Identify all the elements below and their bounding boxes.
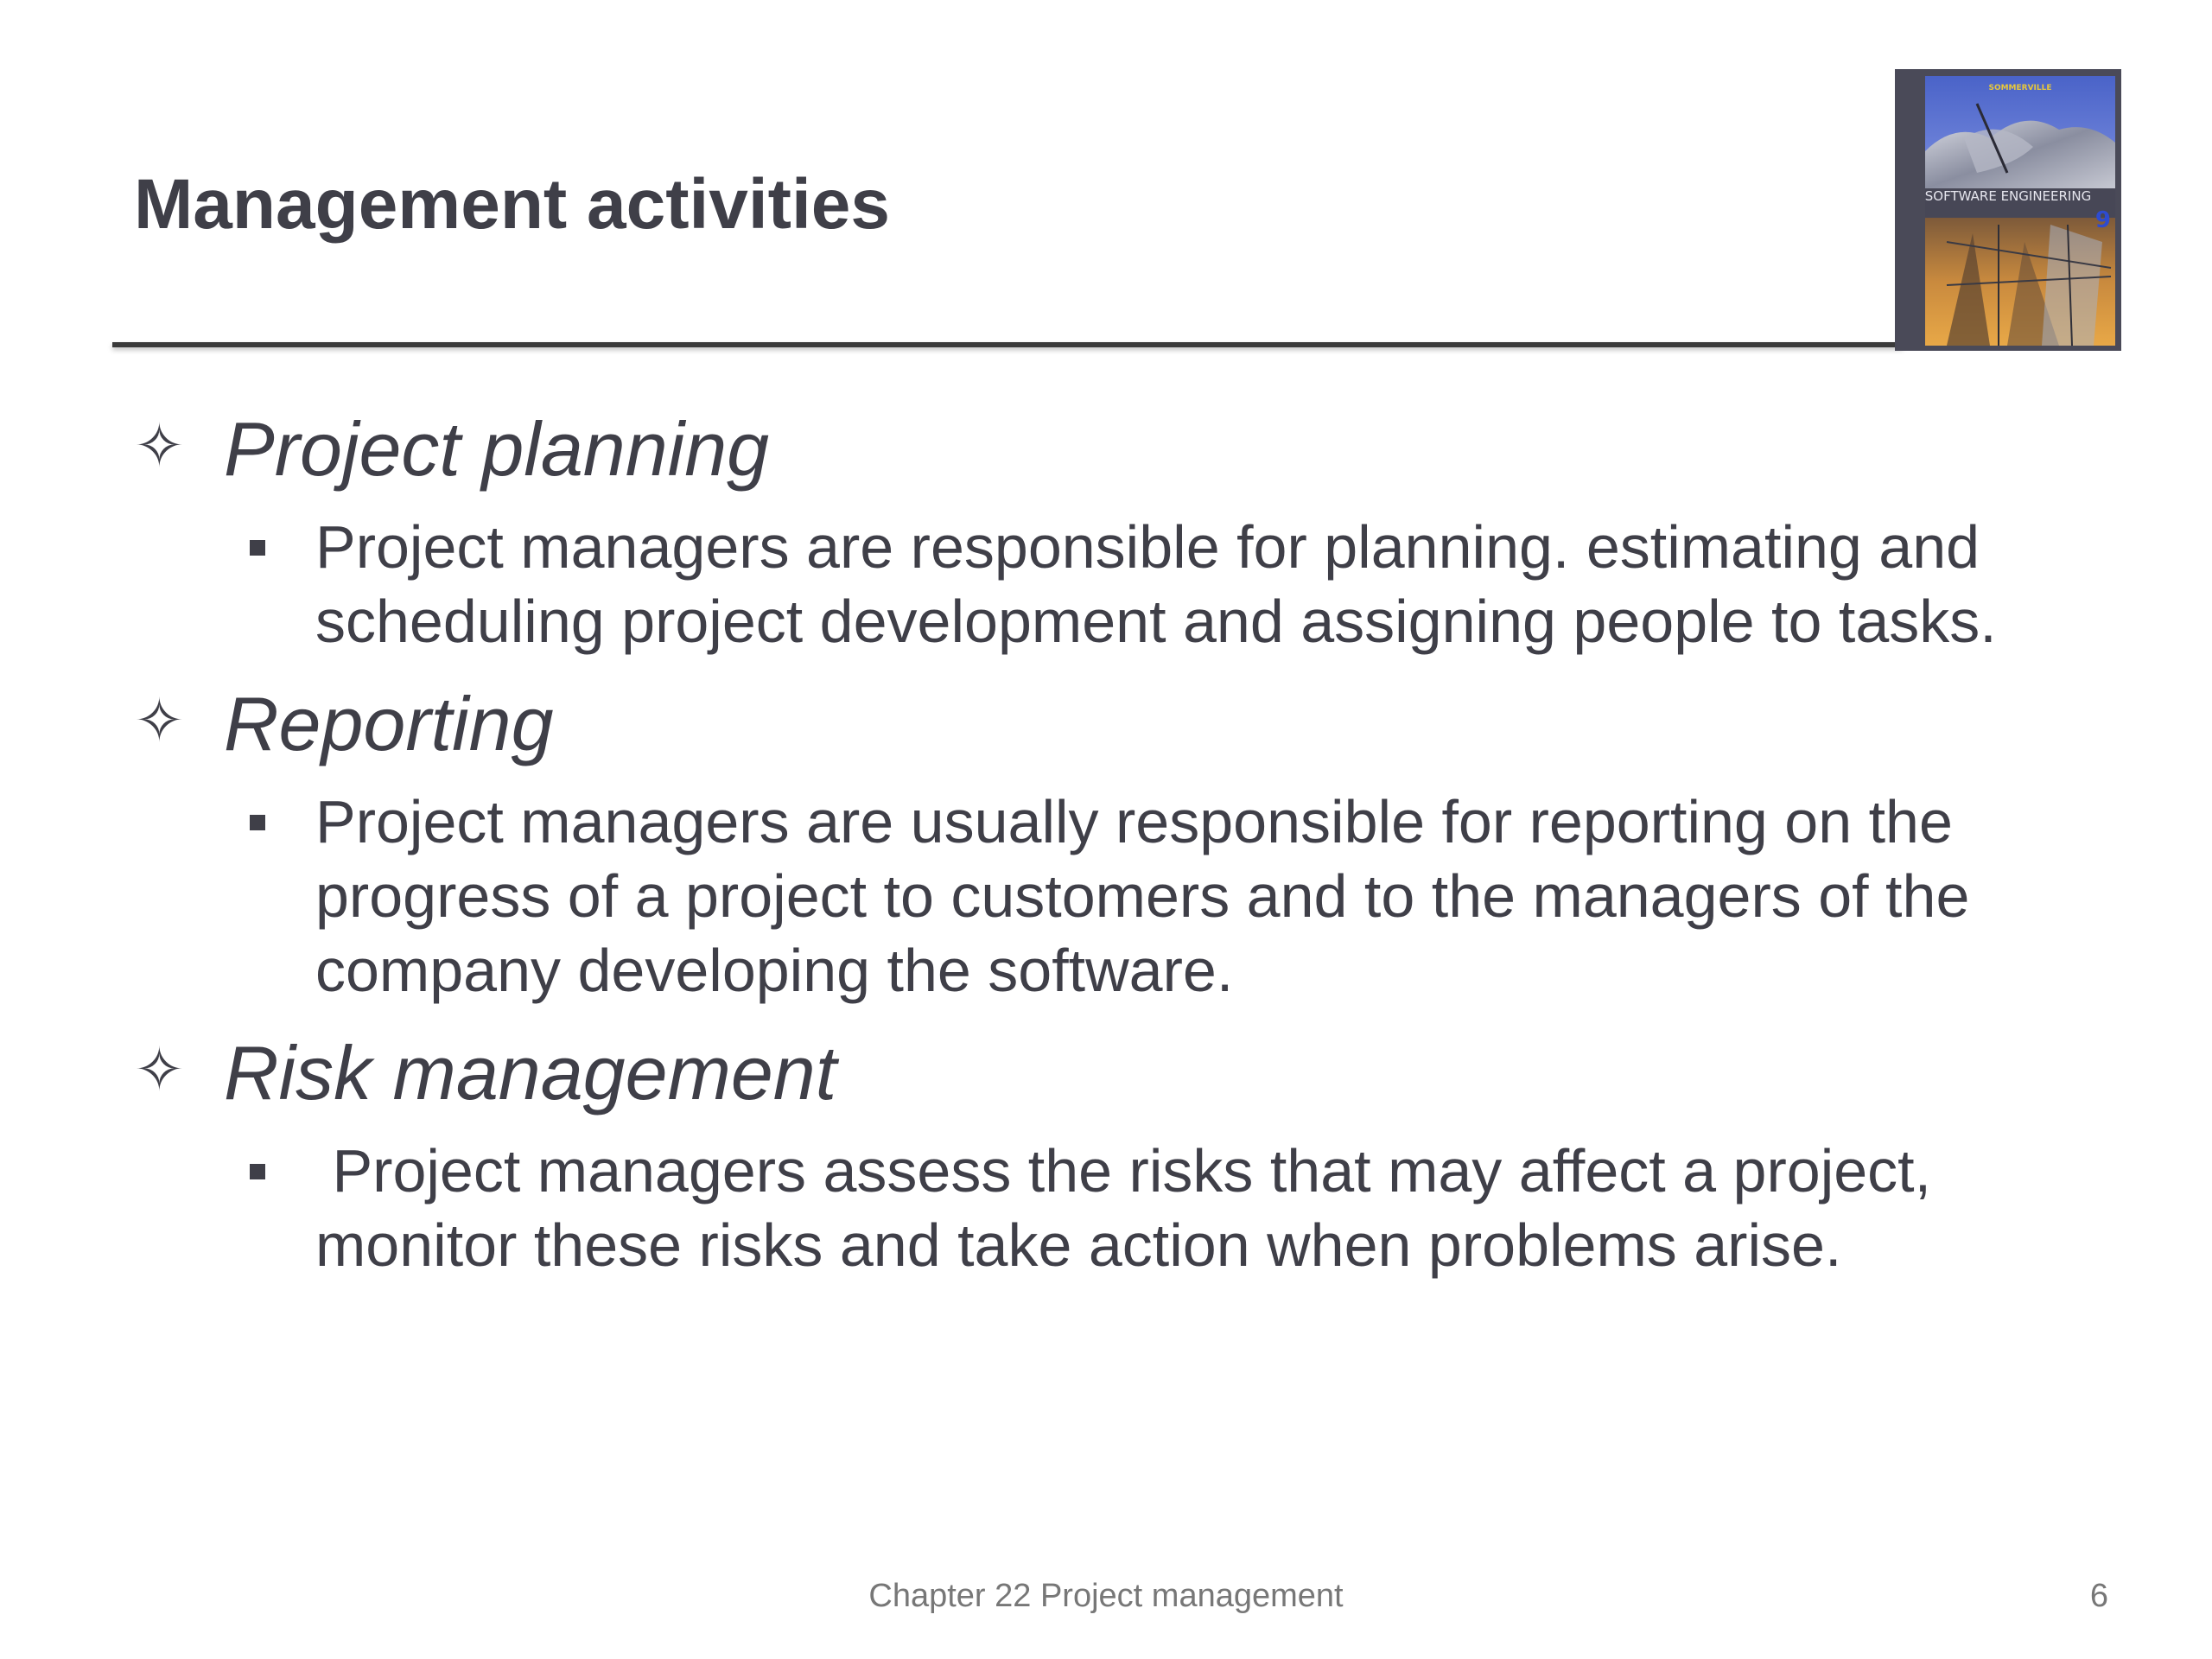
book-cover-illustration <box>1895 69 2121 351</box>
heading-text: Risk management <box>224 1030 837 1116</box>
book-cover-image <box>1895 69 2121 351</box>
bullet-text: Project managers are responsible for planning. estimating and scheduling project development and assigning people to tasks. <box>315 513 1997 655</box>
heading-risk-management <box>134 1030 2078 1116</box>
cover-edition-text: 9 <box>2094 207 2111 233</box>
cover-author-text: SOMMERVILLE <box>1988 84 2052 92</box>
slide-body <box>134 406 2078 1282</box>
square-bullet-icon <box>250 540 265 556</box>
slide-title: Management activities <box>134 165 890 244</box>
four-point-star-icon: ✧ <box>134 1036 185 1103</box>
bullet-item <box>248 1134 2078 1282</box>
heading-project-planning <box>134 406 2078 493</box>
page-number: 6 <box>2089 1578 2108 1614</box>
bullet-item <box>248 510 2078 658</box>
heading-text: Reporting <box>224 681 554 766</box>
square-bullet-icon <box>250 815 265 830</box>
bullet-text: Project managers are usually responsible for reporting on the progress of a project to customers and to the managers of the company developing the software. <box>315 788 1970 1004</box>
heading-text: Project planning <box>224 406 770 492</box>
title-underline <box>112 342 1903 347</box>
four-point-star-icon: ✧ <box>134 687 185 754</box>
square-bullet-icon <box>250 1164 265 1179</box>
four-point-star-icon: ✧ <box>134 412 185 480</box>
footer-chapter: Chapter 22 Project management <box>868 1578 1344 1614</box>
bullet-text: Project managers assess the risks that may affect a project, monitor these risks and take action when problems arise. <box>315 1137 1948 1279</box>
bullet-item <box>248 785 2078 1007</box>
heading-reporting <box>134 681 2078 767</box>
cover-title-text: SOFTWARE ENGINEERING <box>1924 188 2092 204</box>
